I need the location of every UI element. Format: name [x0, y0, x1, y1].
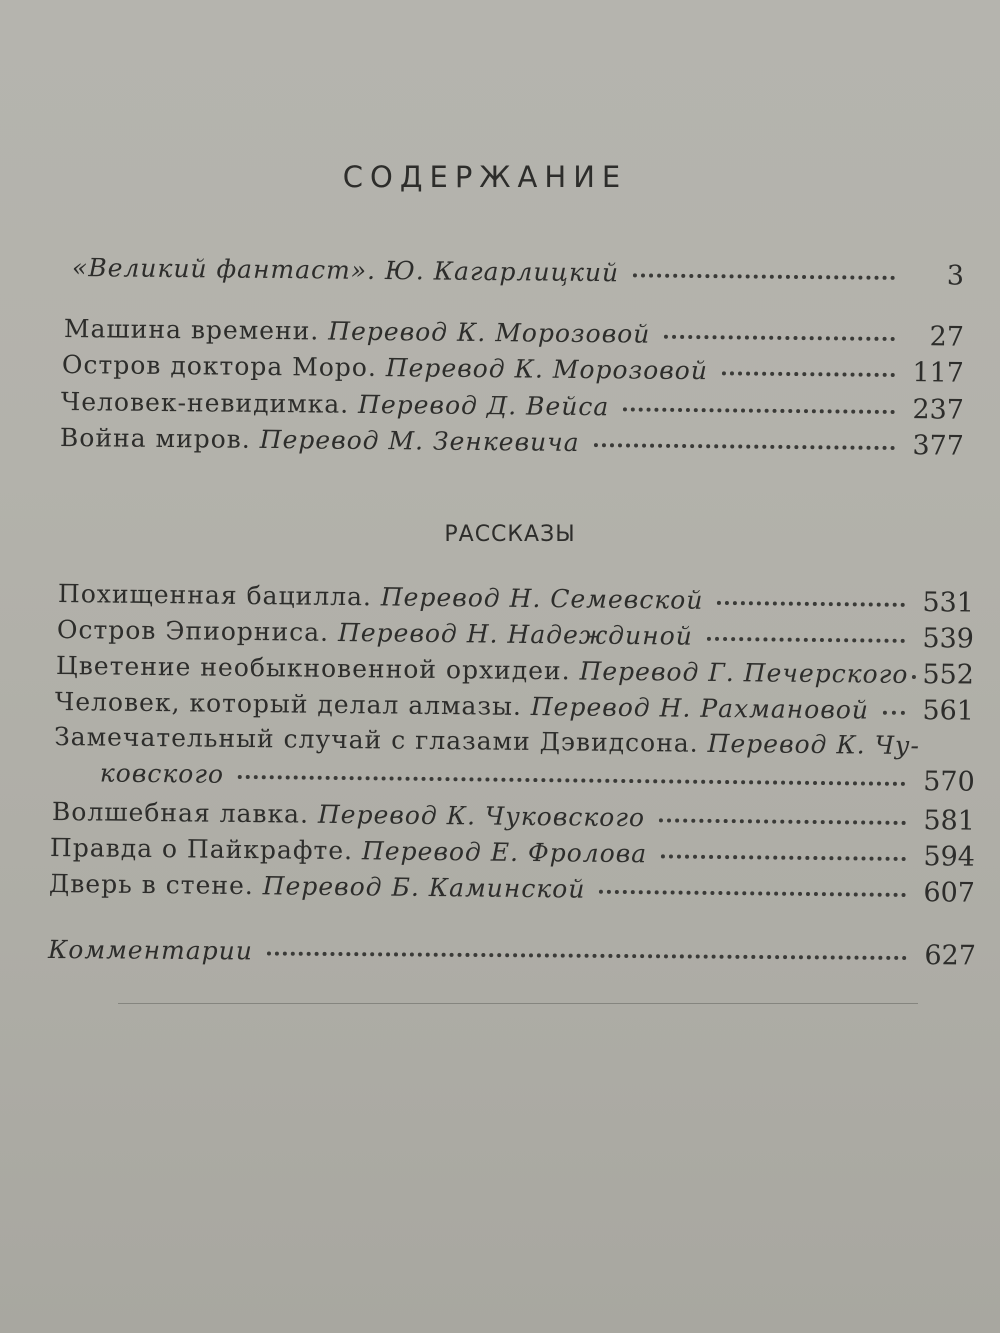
dot-leader: [661, 854, 906, 861]
toc-entry[interactable]: [55, 686, 974, 727]
entry-title: Человек, который делал алмазы. Перевод Н. Рахмановой: [54, 687, 870, 725]
page-number: 237: [912, 394, 965, 426]
dot-leader: [594, 443, 895, 450]
dot-leader: [722, 371, 895, 377]
page-number: 531: [922, 587, 975, 619]
page-number: 607: [923, 877, 976, 909]
entry-title: Замечательный случай с глазами Дэвидсона. Перевод К. Чу-: [54, 722, 921, 761]
toc-entry-intro[interactable]: [72, 252, 964, 292]
page-number: 570: [923, 766, 975, 798]
dot-leader: [707, 637, 905, 643]
page-title: СОДЕРЖАНИЕ: [342, 160, 628, 194]
page-number: 552: [922, 659, 975, 691]
toc-entry[interactable]: [50, 832, 975, 873]
toc-entry[interactable]: [62, 349, 964, 389]
toc-entry[interactable]: [64, 313, 964, 353]
dot-leader: [633, 273, 895, 280]
dot-leader: [883, 711, 905, 715]
entry-title: Машина времени. Перевод К. Морозовой: [63, 314, 651, 349]
toc-entry[interactable]: [61, 386, 964, 426]
page-number: 627: [924, 940, 977, 972]
entry-title-continuation: ковского: [99, 758, 225, 789]
page-number: 594: [923, 841, 976, 873]
toc-entry[interactable]: [54, 722, 976, 798]
page-number: 539: [922, 623, 975, 655]
entry-title: Человек-невидимка. Перевод Д. Вейса: [60, 387, 610, 422]
entry-title: Похищенная бацилла. Перевод Н. Семевской: [57, 579, 704, 615]
entry-title: Остров доктора Моро. Перевод К. Морозовой: [61, 350, 709, 386]
page-number: 581: [923, 805, 976, 837]
dot-leader: [664, 335, 895, 341]
entry-continuation: [54, 757, 975, 798]
dot-leader: [659, 818, 906, 825]
dot-leader: [238, 775, 906, 786]
entry-title: Остров Эпиорниса. Перевод Н. Надеждиной: [56, 615, 693, 651]
dot-leader: [623, 407, 895, 414]
toc-entry[interactable]: [56, 650, 974, 691]
entry-title: Волшебная лавка. Перевод К. Чуковского: [51, 797, 646, 833]
entry-title: Дверь в стене. Перевод Б. Каминской: [48, 869, 586, 904]
entry-title: Цветение необыкновенной орхидеи. Перевод Г. Печерского: [55, 651, 909, 689]
dot-leader: [717, 601, 905, 607]
toc-entry-commentary[interactable]: [48, 934, 976, 971]
section-title: РАССКАЗЫ: [444, 522, 576, 547]
dot-leader: [912, 675, 915, 679]
page-number: 27: [929, 321, 965, 353]
entry-title: «Великий фантаст». Ю. Кагарлицкий: [71, 253, 620, 288]
dot-leader: [267, 952, 907, 960]
entry-title: Война миров. Перевод М. Зенкевича: [59, 423, 580, 457]
entry-title: Комментарии: [47, 935, 254, 966]
page-divider: [118, 1003, 918, 1004]
toc-entry[interactable]: [49, 868, 975, 909]
page-number: 3: [946, 260, 965, 292]
toc-entry[interactable]: [52, 796, 975, 837]
page-number: 117: [912, 357, 965, 389]
entry-title: Правда о Пайкрафте. Перевод Е. Фролова: [49, 833, 648, 869]
dot-leader: [599, 890, 906, 897]
toc-entry[interactable]: [57, 614, 974, 655]
page-number: 377: [912, 430, 965, 462]
page-number: 561: [922, 695, 975, 727]
toc-entry[interactable]: [58, 578, 974, 619]
toc-entry[interactable]: [60, 422, 964, 462]
